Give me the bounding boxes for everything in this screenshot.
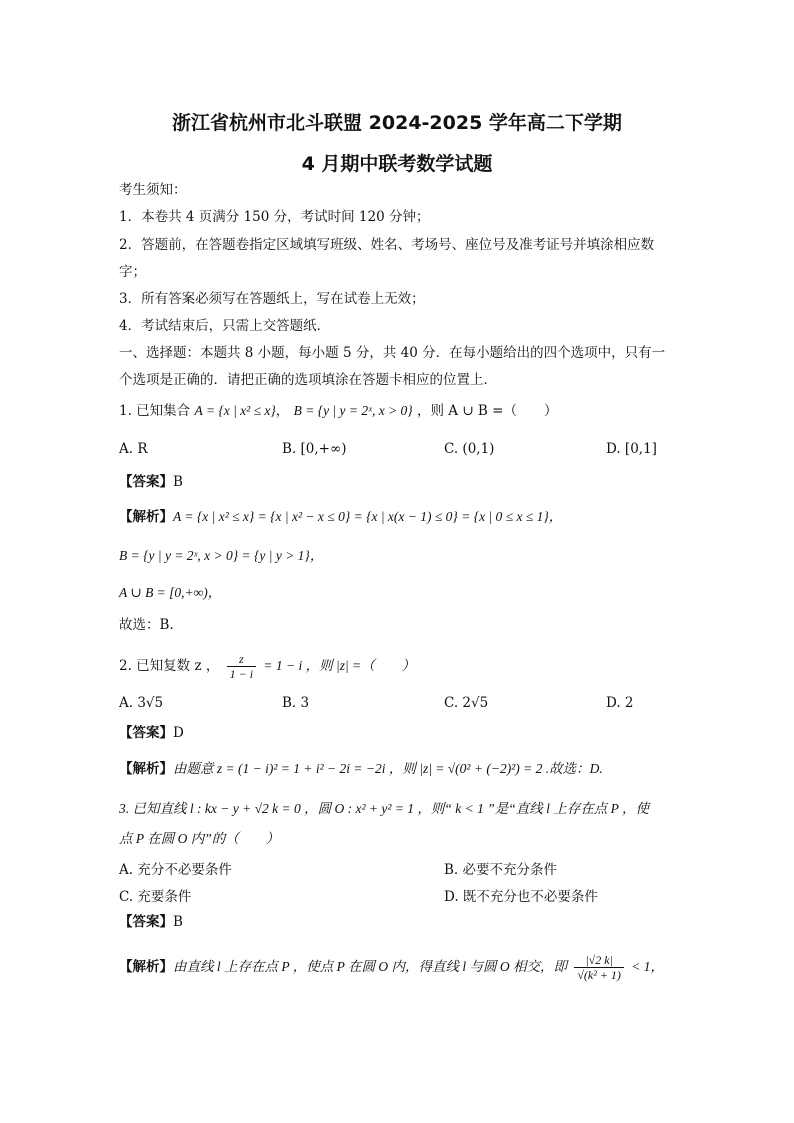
q3-analysis-label: 【解析】: [119, 959, 173, 975]
q2-stem-suffix: = 1 − i ，则 |z| =（ ）: [263, 658, 416, 673]
q2-frac-den: 1 − i: [229, 667, 254, 681]
q3-stem-1: 3. 已知直线 l : kx − y + √2 k = 0 ，圆 O : x² + y² = 1 ，则“ k < 1 ”是“直线 l 上存在点 P ，使: [119, 801, 649, 816]
q1-sep: ，: [275, 403, 290, 419]
q3-option-b: B. 必要不充分条件: [444, 862, 558, 878]
q1-analysis-label: 【解析】: [119, 509, 173, 525]
q1-set-a: A = {x | x² ≤ x}: [194, 403, 276, 418]
q1-option-a: A. R: [119, 441, 148, 457]
notice-item-2-cont: 字；: [119, 264, 146, 280]
q1-analysis-2: B = {y | y = 2ˣ, x > 0} = {y | y > 1}，: [119, 548, 324, 563]
q1-stem: [119, 401, 557, 421]
q3-analysis-tail: < 1，: [631, 959, 664, 974]
q3-stem-2: 点 P 在圆 O 内”的（ ）: [119, 831, 280, 846]
q2-answer-label: 【答案】: [119, 725, 173, 741]
q1-option-c: C. (0,1): [444, 441, 495, 457]
q2-frac-num: z: [227, 652, 256, 667]
notice-item-4: 4．考试结束后，只需上交答题纸．: [119, 318, 331, 334]
q1-answer: [119, 472, 183, 492]
q2-fraction: [227, 652, 256, 681]
q3-answer-value: B: [173, 914, 183, 930]
q3-fraction: [574, 953, 624, 982]
exam-title-line1: 浙江省杭州市北斗联盟 2024-2025 学年高二下学期: [172, 112, 622, 134]
section-heading-2: 个选项是正确的．请把正确的选项填涂在答题卡相应的位置上．: [119, 372, 497, 388]
q3-option-a: A. 充分不必要条件: [119, 862, 232, 878]
q2-analysis-text: 由题意 z = (1 − i)² = 1 + i² − 2i = −2i ，则 |z| = √(0² + (−2)²) = 2 .故选：D.: [173, 761, 603, 776]
q2-option-b: B. 3: [282, 695, 310, 711]
section-heading-1: 一、选择题：本题共 8 小题，每小题 5 分，共 40 分．在每小题给出的四个选项中，只有一: [119, 345, 666, 361]
notice-item-1: 1．本卷共 4 页满分 150 分，考试时间 120 分钟；: [119, 209, 430, 225]
q2-option-a: A. 3√5: [119, 695, 164, 711]
q1-analysis-text-1: A = {x | x² ≤ x} = {x | x² − x ≤ 0} = {x | x(x − 1) ≤ 0} = {x | 0 ≤ x ≤ 1}，: [173, 509, 563, 524]
q2-analysis-label: 【解析】: [119, 761, 173, 777]
notice-heading: 考生须知：: [119, 182, 187, 198]
q1-stem-prefix: 1. 已知集合: [119, 403, 191, 419]
q2-stem-prefix: 2. 已知复数 z ，: [119, 658, 220, 674]
q1-option-b: B. [0,+∞): [282, 441, 347, 457]
q1-analysis-3: A ∪ B = [0,+∞)，: [119, 585, 222, 600]
q3-analysis-text: 由直线 l 上存在点 P ，使点 P 在圆 O 内，得直线 l 与圆 O 相交，即: [173, 959, 568, 974]
q2-stem: [119, 651, 415, 681]
q3-option-d: D. 既不充分也不必要条件: [444, 889, 598, 905]
q3-analysis: [119, 950, 664, 984]
q3-answer-label: 【答案】: [119, 914, 173, 930]
q2-analysis: [119, 759, 603, 779]
q2-option-d: D. 2: [606, 695, 634, 711]
q1-stem-suffix: ，则 A ∪ B =（ ）: [417, 403, 558, 419]
q1-answer-value: B: [173, 474, 183, 490]
q1-answer-label: 【答案】: [119, 474, 173, 490]
q3-answer: [119, 912, 183, 932]
q2-answer: [119, 723, 184, 743]
q2-answer-value: D: [173, 725, 184, 741]
q1-analysis-4: 故选：B.: [119, 617, 174, 633]
q3-option-c: C. 充要条件: [119, 889, 192, 905]
q1-option-d: D. [0,1]: [606, 441, 657, 457]
notice-item-3: 3．所有答案必须写在答题纸上，写在试卷上无效；: [119, 291, 425, 307]
q1-set-b: B = {y | y = 2ˣ, x > 0}: [293, 403, 413, 418]
q3-frac-num: |√2 k|: [574, 953, 624, 968]
q1-analysis-1: [119, 507, 562, 527]
q3-frac-den: √(k² + 1): [577, 968, 621, 982]
exam-title-line2: 4 月期中联考数学试题: [301, 153, 493, 175]
q2-option-c: C. 2√5: [444, 695, 489, 711]
notice-item-2: 2．答题前，在答题卷指定区域填写班级、姓名、考场号、座位号及准考证号并填涂相应数: [119, 237, 655, 253]
